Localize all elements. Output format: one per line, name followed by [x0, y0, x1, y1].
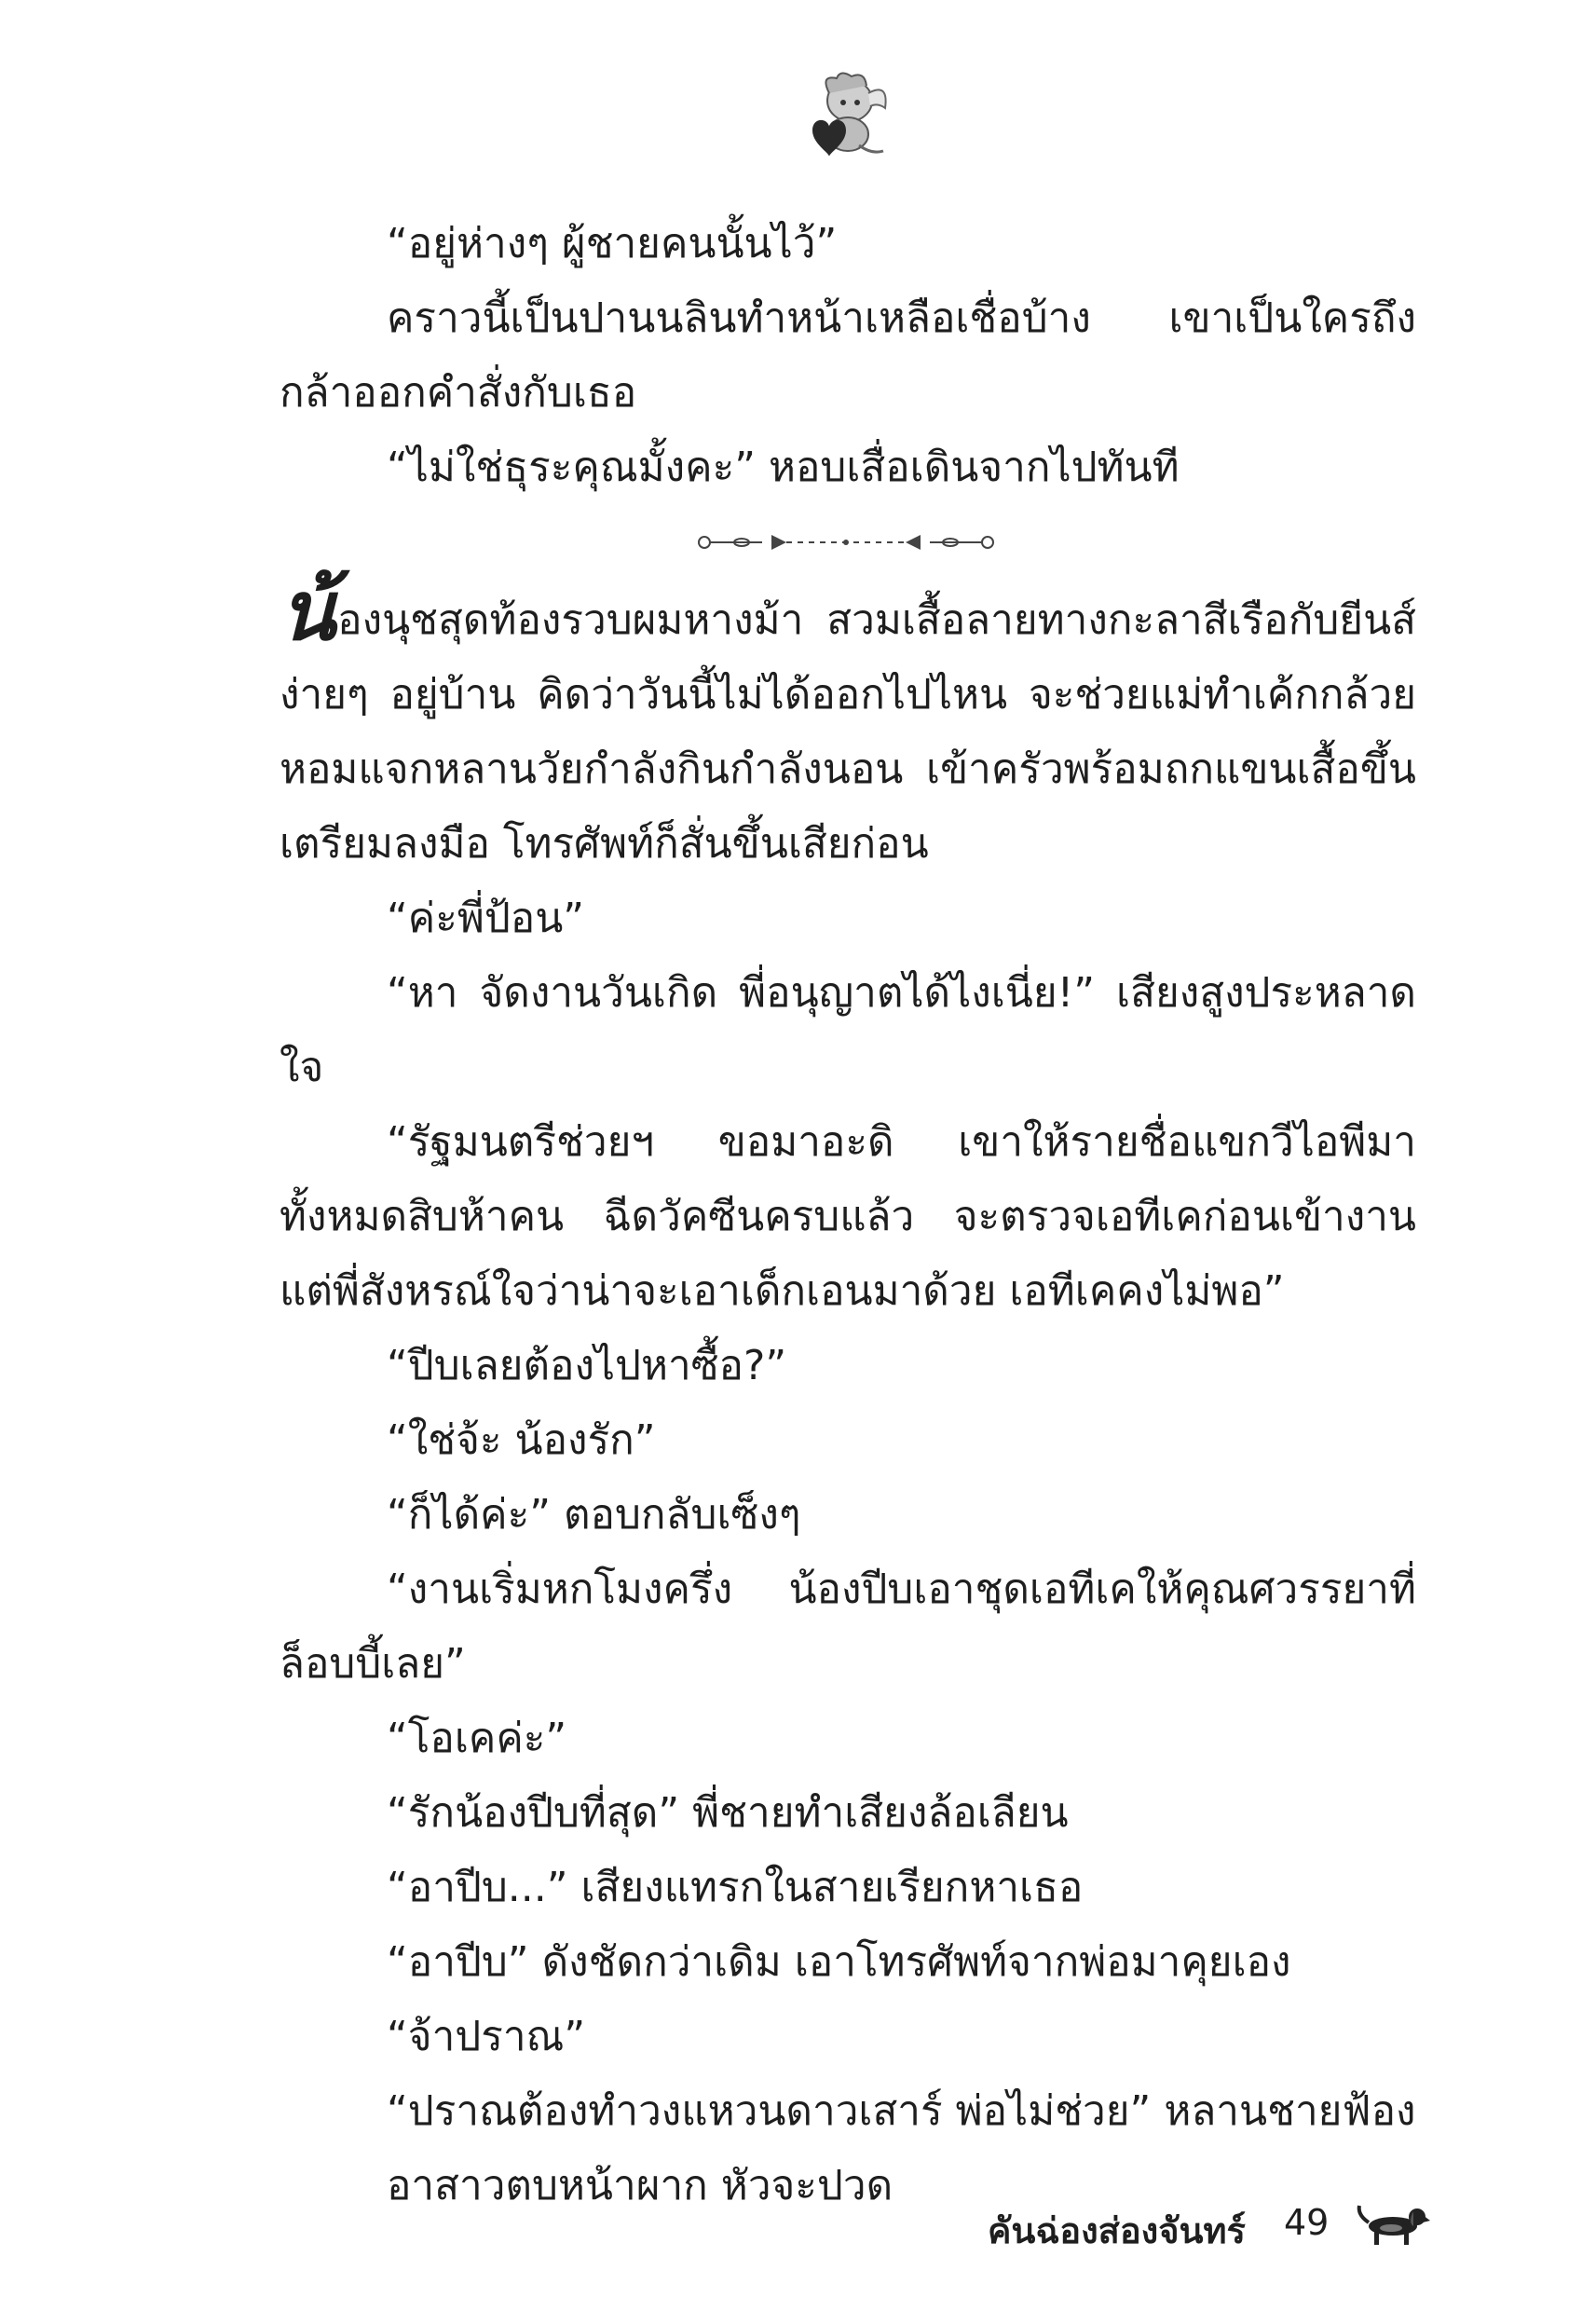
- paragraph: อาสาวตบหน้าผาก หัวจะปวด: [387, 2162, 893, 2209]
- paragraph: “ก็ได้ค่ะ” ตอบกลับเซ็งๆ: [387, 1491, 801, 1538]
- dachshund-ornament-icon: [1356, 2195, 1430, 2250]
- paragraph: “ไม่ใช่ธุระคุณมั้งคะ” หอบเสื่อเดินจากไปทันที: [387, 444, 1180, 491]
- paragraph: “ค่ะพี่ป้อน”: [387, 895, 585, 942]
- ornament-divider-icon: [697, 526, 995, 559]
- section-lead-paragraph: [280, 563, 1416, 882]
- paragraph: “อยู่ห่างๆ ผู้ชายคนนั้นไว้”: [387, 220, 838, 267]
- cupid-ornament-icon: [792, 65, 894, 168]
- drop-cap: น้: [280, 563, 336, 659]
- paragraph: “งานเริ่มหกโมงครึ่ง น้องปีบเอาชุดเอทีเคให้คุณศวรรยาที่ล็อบบี้เลย”: [280, 1566, 1416, 1688]
- paragraph: “อาปีบ” ดังชัดกว่าเดิม เอาโทรศัพท์จากพ่อมาคุยเอง: [387, 1938, 1291, 1986]
- body-text: [280, 207, 1416, 2223]
- paragraph: “ใช่จ้ะ น้องรัก”: [387, 1416, 656, 1464]
- paragraph: “ปราณต้องทำวงแหวนดาวเสาร์ พ่อไม่ช่วย” หลานชายฟ้อง: [387, 2087, 1416, 2135]
- paragraph: “โอเคค่ะ”: [387, 1715, 567, 1762]
- paragraph: “รักน้องปีบที่สุด” พี่ชายทำเสียงล้อเลียน: [387, 1789, 1069, 1837]
- paragraph: “จ้าปราณ”: [387, 2013, 586, 2060]
- page-number: 49: [1284, 2202, 1330, 2243]
- section-divider: [280, 505, 1416, 583]
- paragraph: “ปีบเลยต้องไปหาซื้อ?”: [387, 1342, 787, 1389]
- paragraph: “อาปีบ...” เสียงแทรกในสายเรียกหาเธอ: [387, 1864, 1084, 1911]
- lead-text: องนุชสุดท้องรวบผมหางม้า สวมเสื้อลายทางกะลาสีเรือกับยีนส์ง่ายๆ อยู่บ้าน คิดว่าวันนี้ไม่ได้ออกไปไหน จะช่วยแม่ทำเค้กกล้วยหอมแจกหลานวัยกำลังกินกำลังนอน เข้าครัวพร้อมถกแขนเสื้อขึ้นเตรียมลงมือ โทรศัพท์ก็สั่นขึ้นเสียก่อน: [280, 596, 1416, 868]
- page-footer: [988, 2195, 1453, 2260]
- paragraph: “รัฐมนตรีช่วยฯ ขอมาอะดิ เขาให้รายชื่อแขกวีไอพีมาทั้งหมดสิบห้าคน ฉีดวัคซีนครบแล้ว จะตรวจเอทีเคก่อนเข้างาน แต่พี่สังหรณ์ใจว่าน่าจะเอาเด็กเอนมาด้วย เอทีเคคงไม่พอ”: [280, 1118, 1416, 1315]
- paragraph: คราวนี้เป็นปานนลินทำหน้าเหลือเชื่อบ้าง เขาเป็นใครถึงกล้าออกคำสั่งกับเธอ: [280, 294, 1416, 417]
- paragraph: “หา จัดงานวันเกิด พี่อนุญาตได้ไงเนี่ย!” เสียงสูงประหลาดใจ: [280, 969, 1416, 1091]
- book-title: คันฉ่องส่องจันทร์: [988, 2210, 1246, 2251]
